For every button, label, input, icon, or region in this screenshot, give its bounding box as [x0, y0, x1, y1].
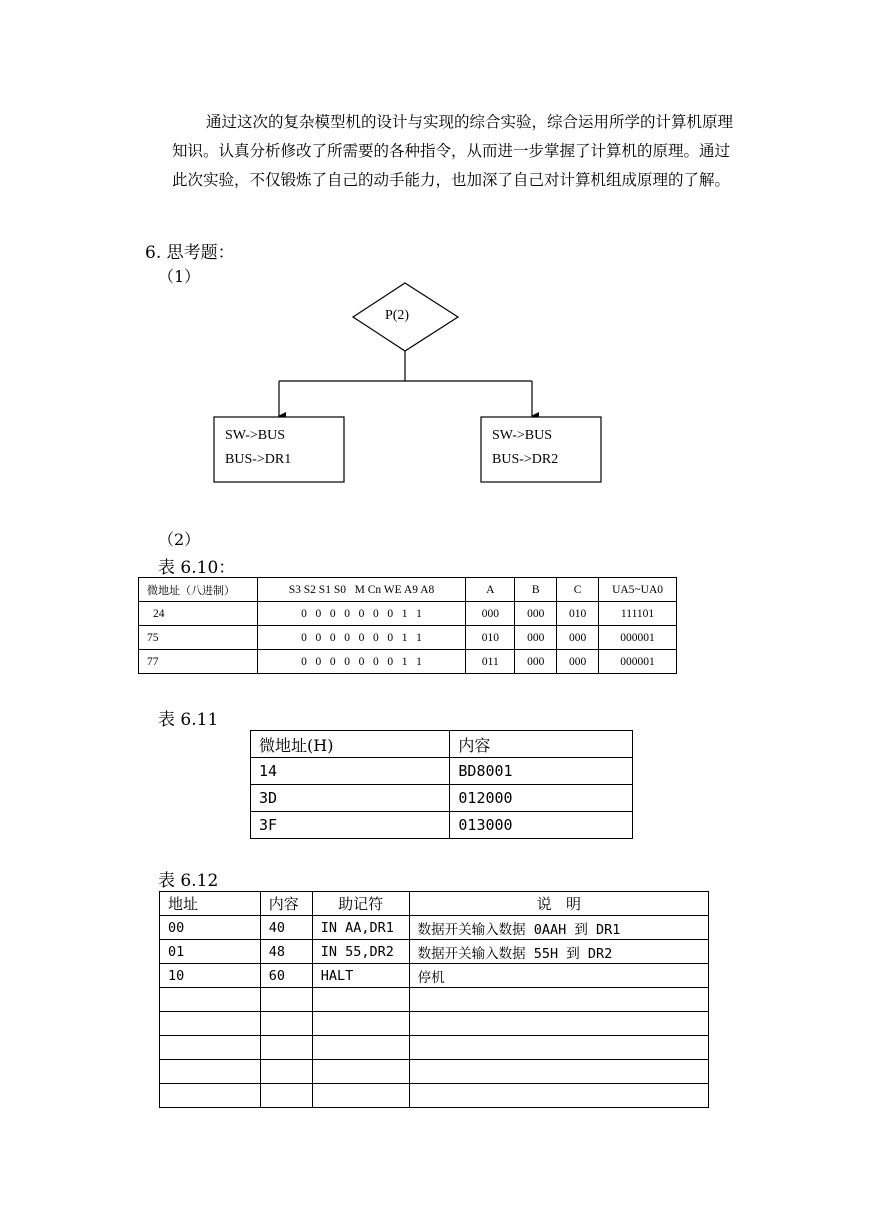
table-cell	[260, 1060, 312, 1084]
table-row	[160, 916, 709, 940]
table-cell	[160, 1012, 261, 1036]
table-cell	[312, 1084, 409, 1108]
table-row	[139, 602, 677, 626]
header-cell: B	[515, 578, 557, 602]
table-cell	[409, 1036, 708, 1060]
table-row-empty	[160, 1084, 709, 1108]
right-box-line-2: BUS->DR2	[492, 452, 559, 467]
table-cell	[160, 1060, 261, 1084]
header-cell: A	[466, 578, 515, 602]
table-cell	[312, 988, 409, 1012]
table-row-empty	[160, 988, 709, 1012]
table-row	[160, 940, 709, 964]
table-cell: 012000	[450, 785, 633, 812]
left-box-line-2: BUS->DR1	[225, 452, 292, 467]
table-cell: 00	[160, 916, 261, 940]
table-cell	[260, 988, 312, 1012]
table-cell: IN 55,DR2	[312, 940, 409, 964]
table-cell: 010	[557, 602, 599, 626]
table-cell: 48	[260, 940, 312, 964]
table-row-empty	[160, 1036, 709, 1060]
header-cell: 助记符	[312, 892, 409, 916]
left-process-box	[214, 417, 344, 482]
header-cell: S3 S2 S1 S0 M Cn WE A9 A8	[257, 578, 466, 602]
table-cell: 000001	[599, 626, 677, 650]
conclusion-text: 通过这次的复杂模型机的设计与实现的综合实验，综合运用所学的计算机原理知识。认真分析修改了所需要的各种指令，从而进一步掌握了计算机的原理。通过此次实验，不仅锻炼了自己的动手能力，也加深了自己对计算机组成原理的了解。	[172, 113, 734, 189]
table-cell: 数据开关输入数据 55H 到 DR2	[409, 940, 708, 964]
table-cell: 0 0 0 0 0 0 0 1 1	[257, 650, 466, 674]
table-cell: 数据开关输入数据 0AAH 到 DR1	[409, 916, 708, 940]
table-cell: 0 0 0 0 0 0 0 1 1	[257, 626, 466, 650]
flowchart	[0, 0, 869, 520]
table-6-10-caption: 表 6.10：	[158, 558, 236, 578]
table-cell	[409, 1060, 708, 1084]
table-cell: 40	[260, 916, 312, 940]
table-cell: 01	[160, 940, 261, 964]
table-row	[251, 812, 633, 839]
table-cell	[260, 1036, 312, 1060]
table-cell: 60	[260, 964, 312, 988]
table-cell	[260, 1012, 312, 1036]
table-cell: IN AA,DR1	[312, 916, 409, 940]
right-box-line-1: SW->BUS	[492, 428, 553, 443]
table-cell: 14	[251, 758, 450, 785]
table-6-12	[159, 891, 709, 1108]
table-header-row	[139, 578, 677, 602]
subsection-label-2: （2）	[158, 530, 201, 549]
header-cell: 内容	[450, 731, 633, 758]
table-cell: BD8001	[450, 758, 633, 785]
table-cell	[409, 988, 708, 1012]
table-row	[139, 626, 677, 650]
header-cell: C	[557, 578, 599, 602]
table-cell: 013000	[450, 812, 633, 839]
table-row	[139, 650, 677, 674]
table-cell	[312, 1036, 409, 1060]
decision-label: P(2)	[384, 308, 410, 323]
table-cell: 77	[139, 650, 258, 674]
header-cell: UA5~UA0	[599, 578, 677, 602]
table-row	[160, 964, 709, 988]
header-cell: 微地址（八进制）	[139, 578, 258, 602]
table-cell: 010	[466, 626, 515, 650]
table-row-empty	[160, 1012, 709, 1036]
table-cell: 000	[515, 650, 557, 674]
right-process-box	[481, 417, 601, 482]
table-cell: 000	[557, 626, 599, 650]
header-cell: 说 明	[409, 892, 708, 916]
table-row	[251, 785, 633, 812]
table-cell	[409, 1012, 708, 1036]
header-cell: 地址	[160, 892, 261, 916]
table-cell: HALT	[312, 964, 409, 988]
table-cell	[260, 1084, 312, 1108]
section-heading: 6. 思考题：	[145, 243, 235, 263]
table-cell	[409, 1084, 708, 1108]
table-6-10	[138, 577, 677, 674]
table-header-row	[160, 892, 709, 916]
table-row-empty	[160, 1060, 709, 1084]
header-cell: 内容	[260, 892, 312, 916]
table-cell: 000	[466, 602, 515, 626]
header-cell: 微地址(H)	[251, 731, 450, 758]
table-cell: 10	[160, 964, 261, 988]
table-cell: 111101	[599, 602, 677, 626]
table-cell: 3D	[251, 785, 450, 812]
table-6-11	[250, 730, 633, 839]
table-cell	[312, 1012, 409, 1036]
table-cell: 000	[515, 602, 557, 626]
table-cell: 0 0 0 0 0 0 0 1 1	[257, 602, 466, 626]
table-row	[251, 758, 633, 785]
table-6-12-caption: 表 6.12	[158, 871, 219, 891]
left-box-line-1: SW->BUS	[225, 428, 286, 443]
table-cell: 75	[139, 626, 258, 650]
table-cell	[160, 988, 261, 1012]
table-cell	[312, 1060, 409, 1084]
table-header-row	[251, 731, 633, 758]
table-cell: 24	[139, 602, 258, 626]
table-cell: 3F	[251, 812, 450, 839]
table-cell	[160, 1084, 261, 1108]
table-cell: 停机	[409, 964, 708, 988]
table-6-11-caption: 表 6.11	[158, 710, 219, 730]
table-cell: 000	[557, 650, 599, 674]
table-cell	[160, 1036, 261, 1060]
table-cell: 000001	[599, 650, 677, 674]
table-cell: 011	[466, 650, 515, 674]
subsection-label-1: （1）	[158, 267, 201, 286]
table-cell: 000	[515, 626, 557, 650]
